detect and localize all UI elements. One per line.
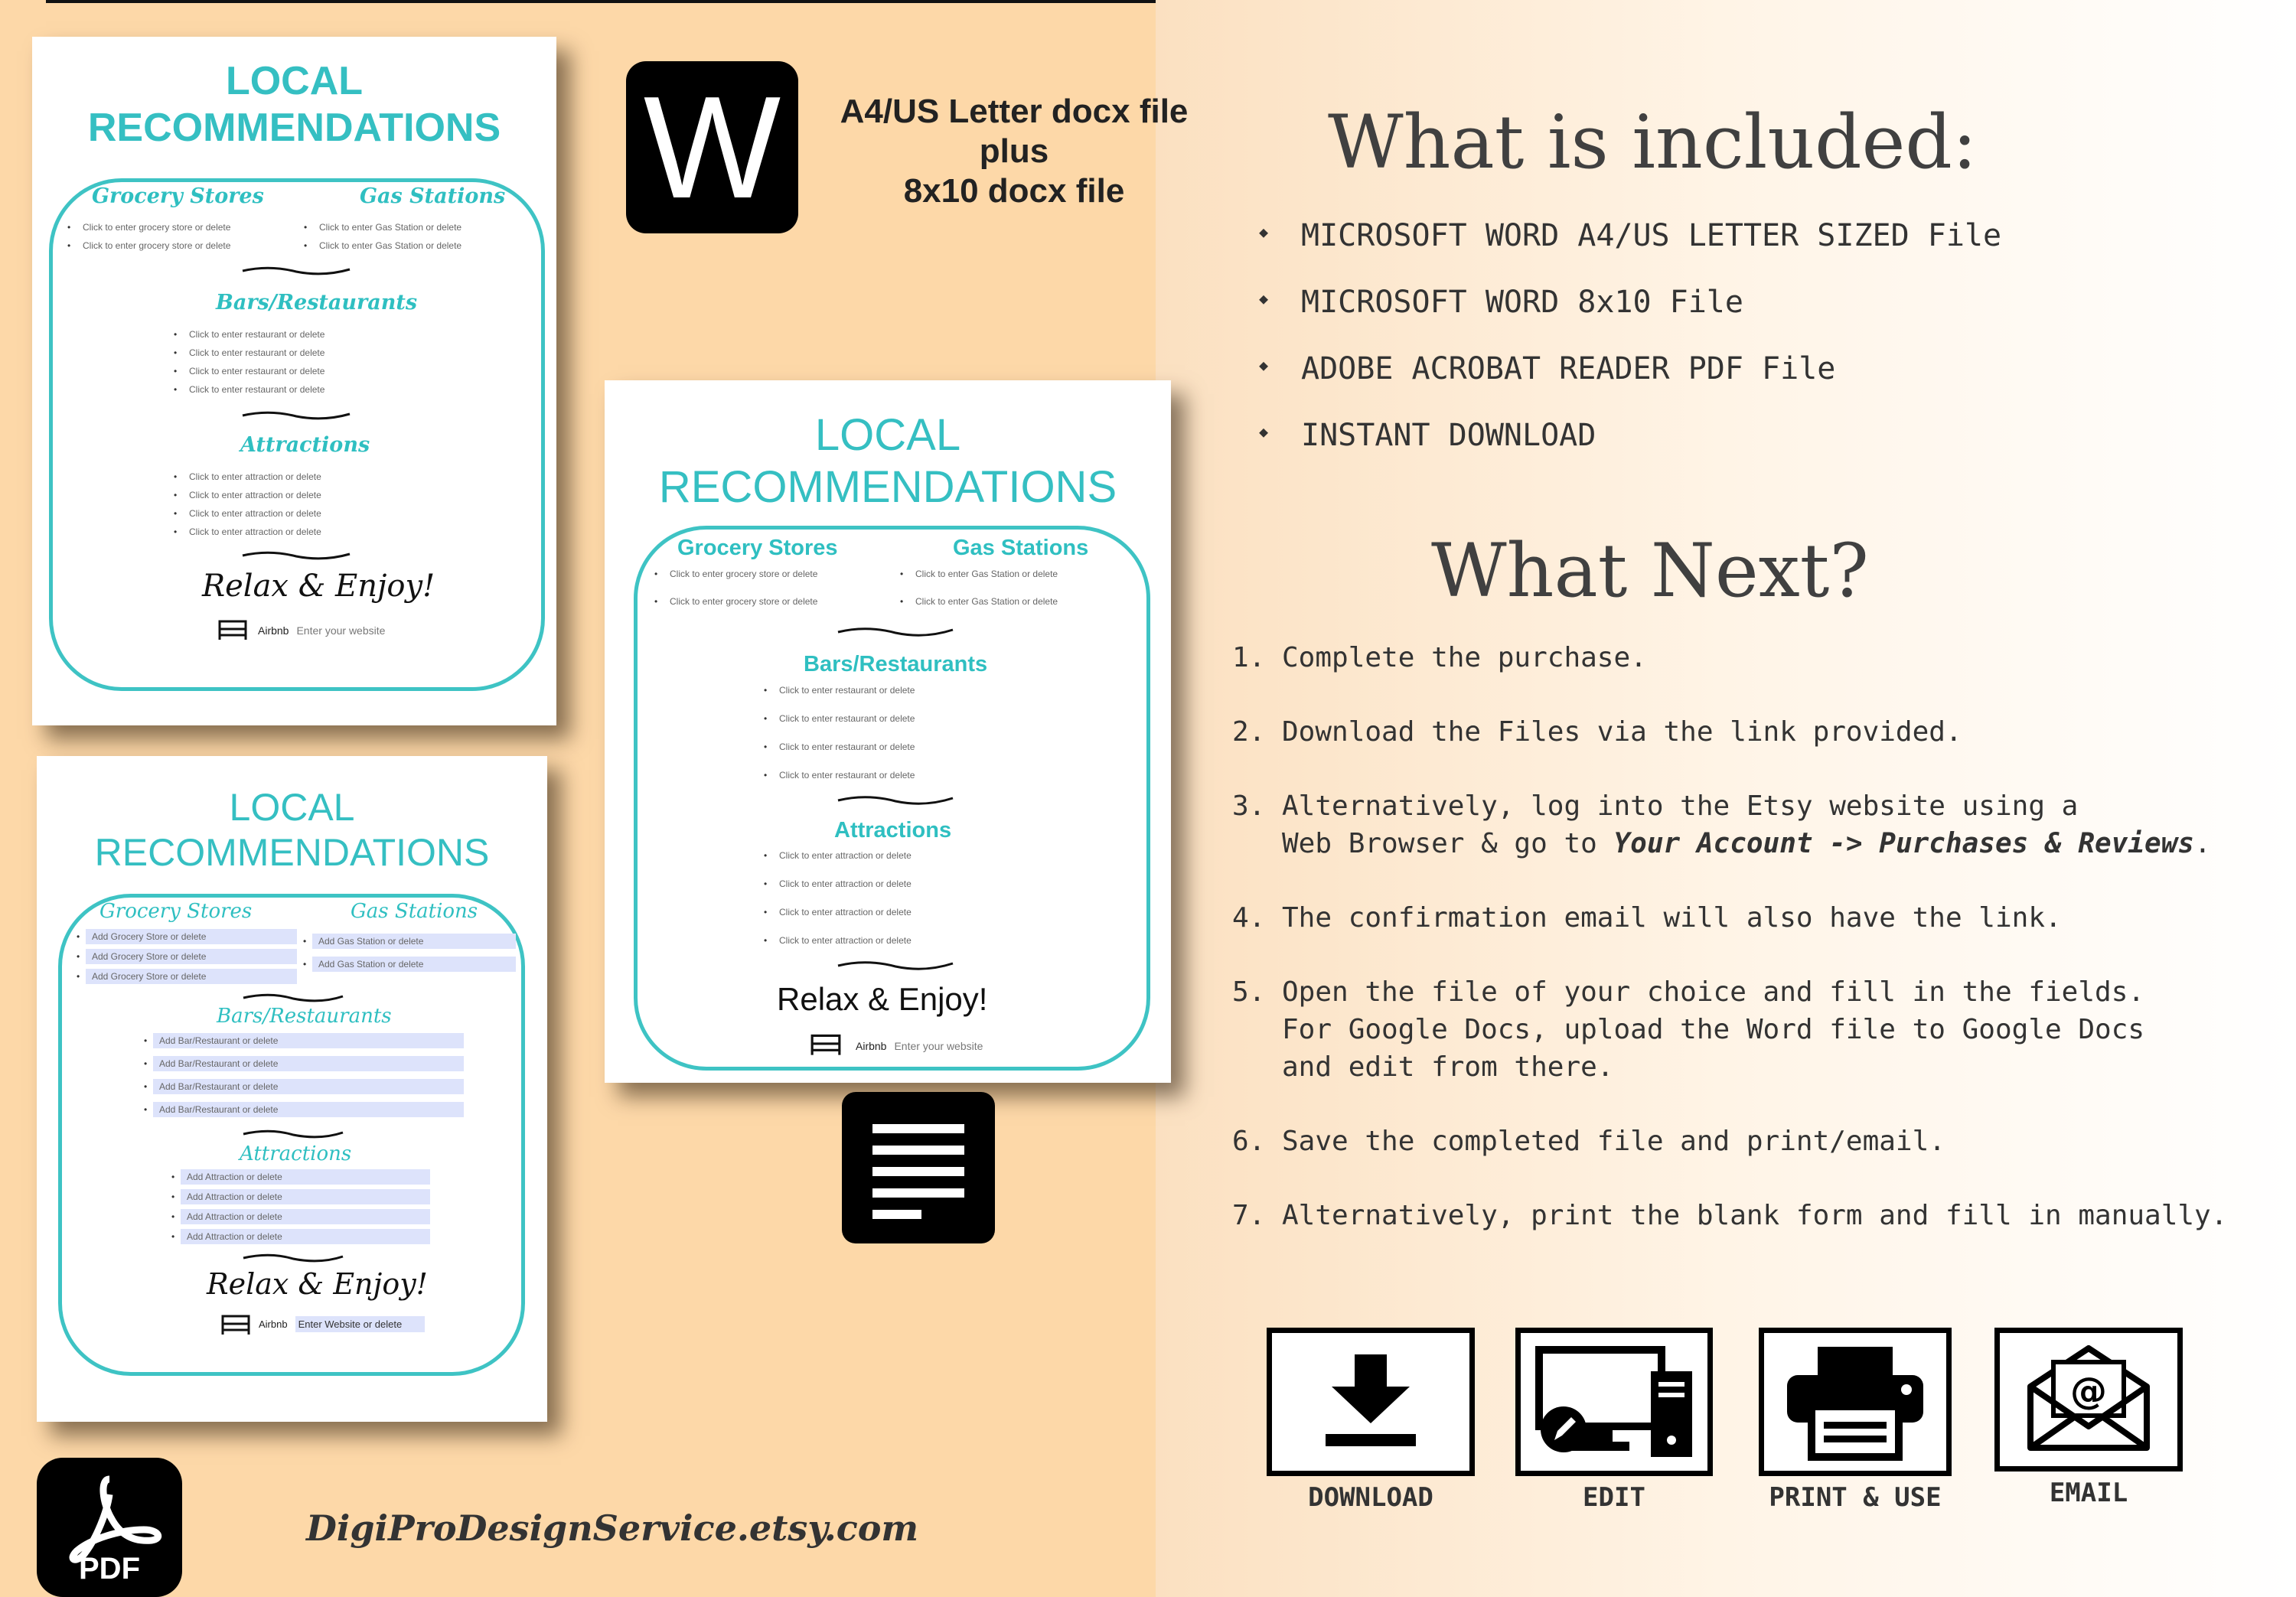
form-field[interactable]: • Add Attraction or delete: [181, 1229, 430, 1244]
title-line2: RECOMMENDATIONS: [87, 106, 501, 151]
step-text: and edit from there.: [1282, 1051, 1614, 1083]
step-text: The confirmation email will also have the link.: [1282, 902, 2062, 934]
list-item: • Click to enter Gas Station or delete: [915, 569, 1058, 579]
form-field[interactable]: • Add Grocery Store or delete: [86, 969, 297, 984]
attractions-heading: Attractions: [834, 818, 952, 842]
list-item: • Click to enter attraction or delete: [779, 935, 912, 946]
step-item: [1232, 787, 2227, 862]
acrobat-pdf-icon: [37, 1458, 182, 1597]
list-item: • Click to enter attraction or delete: [779, 907, 912, 917]
gas-heading: Gas Stations: [953, 536, 1089, 560]
form-field[interactable]: • Add Gas Station or delete: [312, 957, 516, 972]
list-item: • Click to enter attraction or delete: [189, 508, 321, 519]
bars-heading: Bars/Restaurants: [217, 1005, 392, 1028]
list-item: • Click to enter restaurant or delete: [189, 329, 325, 340]
step-number: 3.: [1232, 790, 1266, 822]
edit-label: EDIT: [1583, 1482, 1645, 1513]
step-number: 4.: [1232, 902, 1266, 934]
title-line1: LOCAL: [225, 59, 364, 103]
file-format-note: [811, 92, 1217, 211]
list-item: • Click to enter grocery store or delete: [670, 596, 817, 607]
preview-a4-document: [32, 37, 556, 725]
list-item: • Click to enter attraction or delete: [189, 471, 321, 482]
form-field[interactable]: • Add Bar/Restaurant or delete: [153, 1079, 464, 1094]
step-number: 2.: [1232, 716, 1266, 748]
step-number: 5.: [1232, 976, 1266, 1008]
list-item: • Click to enter Gas Station or delete: [319, 240, 461, 251]
doc-title: [605, 409, 1171, 514]
top-border: [46, 0, 1156, 3]
included-item: ◆ MICROSOFT WORD 8x10 File: [1301, 285, 2001, 351]
google-docs-icon: [842, 1092, 995, 1243]
form-field[interactable]: • Add Bar/Restaurant or delete: [153, 1056, 464, 1071]
download-action: [1267, 1328, 1475, 1513]
file-note-line1: A4/US Letter docx file: [840, 93, 1189, 130]
included-item: ◆ ADOBE ACROBAT READER PDF File: [1301, 351, 2001, 418]
gas-heading: Gas Stations: [351, 900, 478, 923]
airbnb-label: Airbnb: [856, 1040, 887, 1052]
relax-enjoy: Relax & Enjoy!: [202, 569, 435, 604]
word-letter: W: [643, 67, 781, 229]
next-heading: What Next?: [1431, 528, 1869, 614]
website-field[interactable]: Enter Website or delete: [295, 1316, 426, 1332]
list-item: • Click to enter restaurant or delete: [189, 366, 325, 376]
step-item: [1232, 973, 2227, 1086]
form-field[interactable]: • Add Attraction or delete: [181, 1209, 430, 1224]
divider-flourish: [239, 263, 354, 279]
pdf-label: PDF: [79, 1552, 140, 1586]
grocery-heading: Grocery Stores: [99, 900, 253, 923]
word-icon: [626, 61, 798, 233]
preview-8x10-document: [605, 380, 1171, 1083]
steps-list: [1232, 639, 2227, 1271]
purchases-path: Your Account -> Purchases & Reviews: [1613, 828, 2195, 859]
edit-action: [1515, 1328, 1713, 1513]
file-note-line2: plus: [979, 132, 1049, 170]
divider-flourish: [240, 990, 347, 1005]
step-text: Open the file of your choice and fill in the fields.: [1282, 976, 2145, 1008]
divider-flourish: [239, 408, 354, 423]
step-text: Alternatively, print the blank form and fill in manually.: [1282, 1200, 2228, 1231]
step-text: For Google Docs, upload the Word file to Google Docs: [1282, 1014, 2145, 1045]
step-text: [1282, 825, 2227, 862]
svg-text:@: @: [2070, 1370, 2107, 1413]
relax-enjoy: Relax & Enjoy!: [207, 1267, 428, 1301]
form-field[interactable]: • Add Grocery Store or delete: [86, 949, 297, 964]
list-item: • Click to enter restaurant or delete: [779, 713, 915, 724]
relax-enjoy: Relax & Enjoy!: [777, 981, 988, 1017]
step-number: 6.: [1232, 1126, 1266, 1157]
doc-title: [37, 785, 547, 875]
airbnb-label: Airbnb: [258, 624, 289, 637]
list-item: • Click to enter restaurant or delete: [779, 741, 915, 752]
bed-icon: [220, 1313, 251, 1336]
bars-heading: Bars/Restaurants: [804, 652, 988, 676]
form-field[interactable]: • Add Bar/Restaurant or delete: [153, 1102, 464, 1117]
step-item: [1232, 899, 2227, 937]
list-item: • Click to enter restaurant or delete: [189, 384, 325, 395]
divider-flourish: [834, 624, 957, 640]
divider-flourish: [240, 1126, 347, 1142]
divider-flourish: [239, 548, 354, 563]
divider-flourish: [834, 957, 957, 974]
divider-flourish: [240, 1250, 347, 1266]
list-item: • Click to enter grocery store or delete: [83, 240, 230, 251]
list-item: • Click to enter Gas Station or delete: [319, 222, 461, 233]
computer-edit-icon: [1515, 1328, 1713, 1476]
print-label: PRINT & USE: [1769, 1482, 1942, 1513]
download-icon: [1267, 1328, 1475, 1476]
bars-heading: Bars/Restaurants: [216, 291, 418, 315]
bed-icon: [810, 1032, 842, 1057]
attractions-heading: Attractions: [240, 433, 370, 457]
title-line2: RECOMMENDATIONS: [658, 462, 1117, 513]
list-item: • Click to enter restaurant or delete: [779, 770, 915, 781]
list-item: • Click to enter Gas Station or delete: [915, 596, 1058, 607]
step-item: [1232, 713, 2227, 751]
grocery-heading: Grocery Stores: [677, 536, 838, 560]
list-item: • Click to enter restaurant or delete: [779, 685, 915, 696]
list-item: • Click to enter restaurant or delete: [189, 347, 325, 358]
printer-icon: [1759, 1328, 1952, 1476]
form-field[interactable]: • Add Attraction or delete: [181, 1169, 430, 1185]
step-text: Save the completed file and print/email.: [1282, 1126, 1945, 1157]
email-action: [1994, 1328, 2183, 1508]
shop-url[interactable]: DigiProDesignService.etsy.com: [306, 1507, 919, 1549]
step-item: [1232, 1197, 2227, 1234]
attractions-heading: Attractions: [240, 1142, 352, 1165]
preview-pdf-document: [37, 756, 547, 1422]
step-text-part: Web Browser & go to: [1282, 828, 1614, 859]
website-field: Enter your website: [296, 624, 386, 637]
list-item: • Click to enter grocery store or delete: [670, 569, 817, 579]
title-line1: LOCAL: [229, 786, 355, 829]
footer: [259, 1318, 425, 1330]
included-heading: What is included:: [1328, 99, 1978, 185]
included-item: ◆ INSTANT DOWNLOAD: [1301, 418, 2001, 484]
list-item: • Click to enter attraction or delete: [189, 490, 321, 500]
title-line2: RECOMMENDATIONS: [94, 831, 490, 874]
form-field[interactable]: • Add Gas Station or delete: [312, 934, 516, 949]
email-icon: [1994, 1328, 2183, 1472]
airbnb-label: Airbnb: [259, 1318, 288, 1330]
footer: [856, 1040, 983, 1052]
list-item: • Click to enter grocery store or delete: [83, 222, 230, 233]
file-note-line3: 8x10 docx file: [903, 171, 1125, 210]
form-field[interactable]: • Add Bar/Restaurant or delete: [153, 1033, 464, 1048]
form-field[interactable]: • Add Attraction or delete: [181, 1189, 430, 1204]
step-text: Complete the purchase.: [1282, 642, 1647, 673]
print-action: [1759, 1328, 1952, 1513]
grocery-heading: Grocery Stores: [92, 184, 264, 208]
step-item: [1232, 639, 2227, 676]
included-item: ◆ MICROSOFT WORD A4/US LETTER SIZED File: [1301, 218, 2001, 285]
document-lines-icon: [842, 1092, 995, 1243]
list-item: • Click to enter attraction or delete: [779, 878, 912, 889]
acrobat-swirl-icon: [37, 1465, 182, 1565]
download-label: DOWNLOAD: [1308, 1482, 1433, 1513]
step-text-part: .: [2194, 828, 2211, 859]
doc-title: [32, 58, 556, 152]
step-item: [1232, 1123, 2227, 1160]
gas-heading: Gas Stations: [360, 184, 506, 208]
included-list: [1301, 218, 2001, 484]
step-text: Alternatively, log into the Etsy website using a: [1282, 790, 2079, 822]
website-field: Enter your website: [894, 1040, 983, 1052]
step-number: 7.: [1232, 1200, 1266, 1231]
divider-flourish: [834, 792, 957, 809]
title-line1: LOCAL: [814, 410, 961, 460]
list-item: • Click to enter attraction or delete: [779, 850, 912, 861]
step-text: Download the Files via the link provided.: [1282, 716, 1962, 748]
bed-icon: [217, 618, 248, 641]
step-number: 1.: [1232, 642, 1266, 673]
footer: [258, 624, 385, 637]
form-field[interactable]: • Add Grocery Store or delete: [86, 929, 297, 944]
email-label: EMAIL: [2049, 1478, 2128, 1508]
list-item: • Click to enter attraction or delete: [189, 526, 321, 537]
